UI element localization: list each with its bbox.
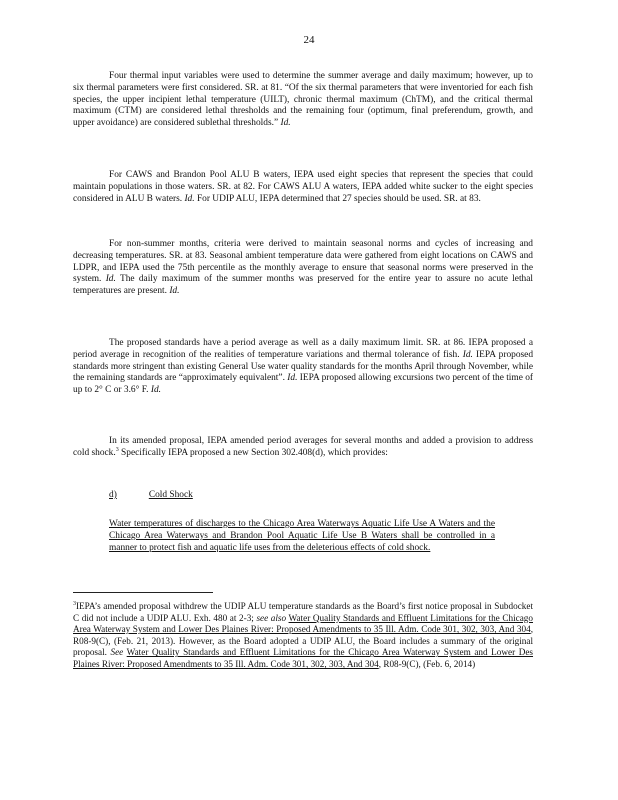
citation-id: Id. bbox=[280, 118, 291, 129]
paragraph-text: In its amended proposal, IEPA amended period averages for several months and added a provision to address cold shock. bbox=[73, 436, 533, 458]
footnote bbox=[73, 601, 533, 671]
footnote-citation: Water Quality Standards and Effluent Limitations for the Chicago Area Waterway System and Lower Des Plaines River: Proposed Amendments to 35 Ill. Adm. Code 301, 302, 303, And 304 bbox=[73, 647, 534, 669]
paragraph-amended-proposal bbox=[73, 436, 533, 460]
paragraph-text: The daily maximum of the summer months was preserved for the entire year to assure no acute lethal temperatures are present. bbox=[73, 274, 533, 297]
citation-id: Id. bbox=[462, 349, 473, 360]
paragraph-text: Four thermal input variables were used to determine the summer average and daily maximum; however, up to six thermal parameters were first considered. SR. at 81. “Of the six thermal parameters that were inventoried for each fish species, the upper incipient lethal temperature (UILT), chronic thermal maximum (ChTM), and the critical thermal maximum (CTM) are considered lethal thresholds and the remaining four (optimum, final preferendum, growth, and upper avoidance) are considered sublethal thresholds.” bbox=[73, 71, 533, 129]
paragraph-text: IEPA proposed standards more stringent than existing General Use water quality standards for the months April through November, while the remaining standards are “approximately equivalent”. bbox=[73, 349, 534, 384]
citation-id: Id. bbox=[169, 286, 180, 297]
citation-id: Id. bbox=[105, 274, 116, 285]
citation-id: Id. bbox=[287, 373, 298, 384]
paragraph-text: For CAWS and Brandon Pool ALU B waters, IEPA used eight species that represent the species that could maintain populations in those waters. SR. at 82. For CAWS ALU A waters, IEPA added white sucker to the eight species considered in ALU B waters. bbox=[73, 170, 533, 204]
footnote-divider bbox=[73, 592, 213, 593]
footnote-signal: See bbox=[110, 647, 124, 658]
subsection-label: d) bbox=[109, 490, 117, 500]
paragraph-thermal-input-variables bbox=[73, 71, 533, 130]
footnote-signal: see also bbox=[256, 612, 287, 623]
footnote-citation: Water Quality Standards and Effluent Limitations for the Chicago Area Waterway System and Lower Des Plaines River: Proposed Amendments to 35 Ill. Adm. Code 301, 302, 303, And 304 bbox=[73, 612, 533, 635]
footnote-text: , R08-9(C), (Feb. 6, 2014) bbox=[378, 658, 476, 669]
footnote-marker: 3 bbox=[73, 600, 76, 607]
page-number: 24 bbox=[303, 34, 315, 46]
footnote-text: IEPA’s amended proposal withdrew the UDIP ALU temperature standards as the Board’s first notice proposal in Subdocket C did not include a UDIP ALU. Exh. 480 at 2-3; bbox=[73, 601, 533, 623]
paragraph-non-summer-months bbox=[73, 239, 533, 298]
paragraph-text: For UDIP ALU, IEPA determined that 27 species should be used. SR. at 83. bbox=[196, 193, 481, 204]
subsection-heading bbox=[109, 490, 193, 500]
paragraph-text: Specifically IEPA proposed a new Section 302.408(d), which provides: bbox=[121, 447, 388, 458]
subsection-title: Cold Shock bbox=[148, 490, 193, 500]
footnote-reference[interactable]: 3 bbox=[115, 446, 119, 453]
citation-id: Id. bbox=[150, 385, 162, 396]
paragraph-proposed-standards bbox=[73, 338, 533, 397]
paragraph-text: For non-summer months, criteria were derived to maintain seasonal norms and cycles of increasing and decreasing temperatures. SR. at 83. Seasonal ambient temperature data were gathered from eight locations on CAWS and LDPR, and IEPA used the 75th percentile as the monthly average to ensure that seasonal norms were preserved in the system. bbox=[73, 239, 533, 285]
paragraph-text: The proposed standards have a period average as well as a daily maximum limit. SR. at 86. IEPA proposed a period average in recognition of the realities of temperature variations and thermal tolerance of fish. bbox=[73, 338, 533, 360]
paragraph-text: IEPA proposed allowing excursions two percent of the time of up to 2° C or 3.6° F. bbox=[73, 373, 534, 396]
paragraph-caws-species bbox=[73, 170, 533, 205]
footnote-text: , R08-9(C), (Feb. 21, 2013). However, as the Board adopted a UDIP ALU, the Board includes a summary of the original proposal. bbox=[73, 624, 533, 658]
block-quote-cold-shock: Water temperatures of discharges to the Chicago Area Waterways Aquatic Life Use A Waters and the Chicago Area Waterways and Brandon Pool Aquatic Life Use B Waters shall be controlled in a manner to protect fish and aquatic life uses from the deleterious effects of cold shock. bbox=[109, 519, 495, 553]
citation-id: Id. bbox=[184, 193, 195, 204]
